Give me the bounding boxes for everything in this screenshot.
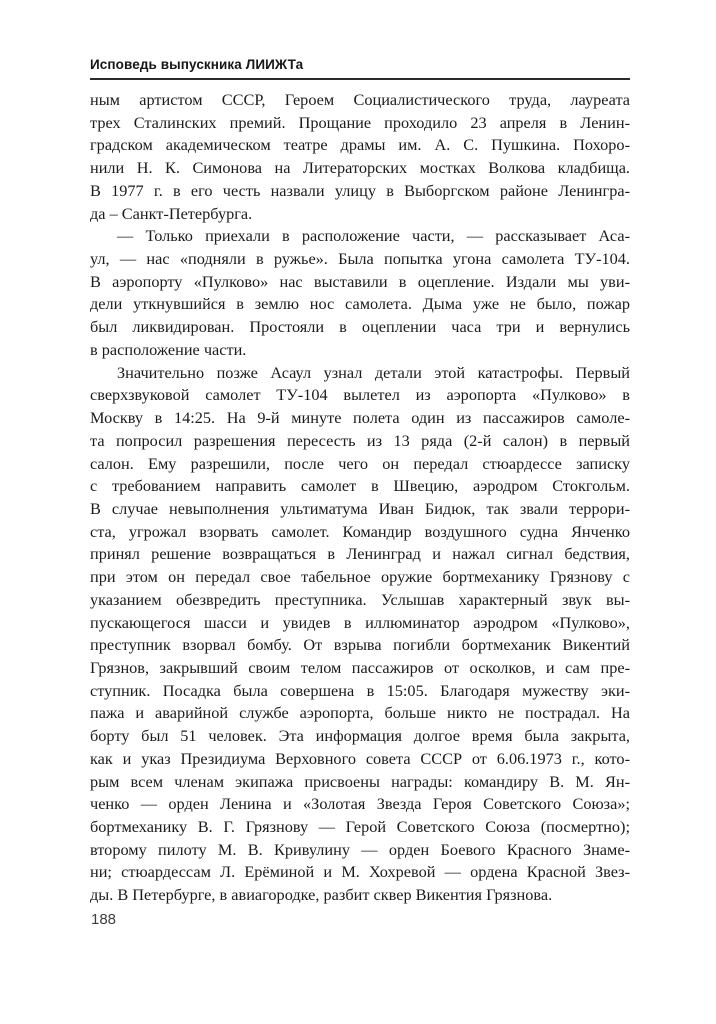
paragraph [90,225,630,361]
text-line: В аэропорту «Пулково» нас выставили в оцепление. Издали мы уви- [90,271,630,291]
header-rule [90,78,630,80]
text-line: был ликвидирован. Простояли в оцеплении часа три и вернулись [90,317,630,337]
text-line: градском академическом театре драмы им. А. С. Пушкина. Похоро- [90,135,630,155]
running-header [90,57,630,80]
text-line: как и указ Президиума Верховного совета СССР от 6.06.1973 г., кото- [90,748,630,768]
text-line: преступник взорвал бомбу. От взрыва погибли бортмеханик Викентий [90,635,630,655]
text-line: трех Сталинских премий. Прощание проходило 23 апреля в Ленин- [90,112,630,132]
text-line: пускающегося шасси и увидев в иллюминатор аэродром «Пулково», [90,612,630,632]
text-line: сверхзвуковой самолет ТУ-104 вылетел из аэропорта «Пулково» в [90,385,630,405]
text-line: та попросил разрешения пересесть из 13 ряда (2-й салон) в первый [90,430,630,450]
text-line: при этом он передал свое табельное оружие бортмеханику Грязнову с [90,567,630,587]
text-line: ным артистом СССР, Героем Социалистического труда, лауреата [90,90,630,109]
text-line: ступник. Посадка была совершена в 15:05. Благодаря мужеству эки- [90,680,630,700]
text-line: принял решение возвращаться в Ленинград и нажал сигнал бедствия, [90,544,630,564]
text-line: ды. В Петербурге, в авиагородке, разбит сквер Викентия Грязнова. [90,885,553,905]
text-line: в расположение части. [90,339,247,359]
text-line: Грязнов, закрывший своим телом пассажиров от осколков, и сам пре- [90,657,630,677]
text-line: с требованием направить самолет в Швецию, аэродром Стокгольм. [90,476,630,496]
text-line: рым всем членам экипажа присвоены награды: командиру В. М. Ян- [90,771,630,791]
text-line: Значительно позже Асаул узнал детали этой катастрофы. Первый [117,362,630,382]
text-line: салон. Ему разрешили, после чего он передал стюардессе записку [90,453,630,473]
text-line: бортмеханику В. Г. Грязнову — Герой Советского Союза (посмертно); [90,817,630,836]
text-line: указанием обезвредить преступника. Услышав характерный звук вы- [90,589,630,609]
page-number: 188 [91,911,117,928]
text-line: нили Н. К. Симонова на Литераторских мостках Волкова кладбища. [90,158,630,178]
text-line: ста, угрожал взорвать самолет. Командир воздушного судна Янченко [90,521,630,541]
text-line: борту был 51 человек. Эта информация долгое время была закрыта, [90,726,630,746]
text-line: пажа и аварийной службе аэропорта, больше никто не пострадал. На [90,703,630,723]
text-line: дели уткнувшийся в землю нос самолета. Дыма уже не было, пожар [90,294,630,314]
running-title: Исповедь выпускника ЛИИЖТа [90,57,304,72]
text-line: ни; стюардессам Л. Ерёминой и М. Хохревой — ордена Красной Звез- [90,862,630,882]
text-line: Москву в 14:25. На 9-й минуте полета один из пассажиров самоле- [90,408,630,428]
body-text [90,89,630,907]
paragraph [90,89,630,225]
text-line: — Только приехали в расположение части, — рассказывает Аса- [117,226,630,246]
paragraph [90,362,630,907]
text-line: да – Санкт-Петербурга. [90,203,253,223]
text-line: В 1977 г. в его честь назвали улицу в Выборгском районе Ленингра- [90,180,630,200]
text-line: ул, — нас «подняли в ружье». Была попытка угона самолета ТУ-104. [90,249,630,269]
text-line: второму пилоту М. В. Кривулину — орден Боевого Красного Знаме- [90,839,630,859]
text-line: В случае невыполнения ультиматума Иван Бидюк, так звали террори- [90,498,630,518]
text-line: ченко — орден Ленина и «Золотая Звезда Героя Советского Союза»; [90,794,630,814]
